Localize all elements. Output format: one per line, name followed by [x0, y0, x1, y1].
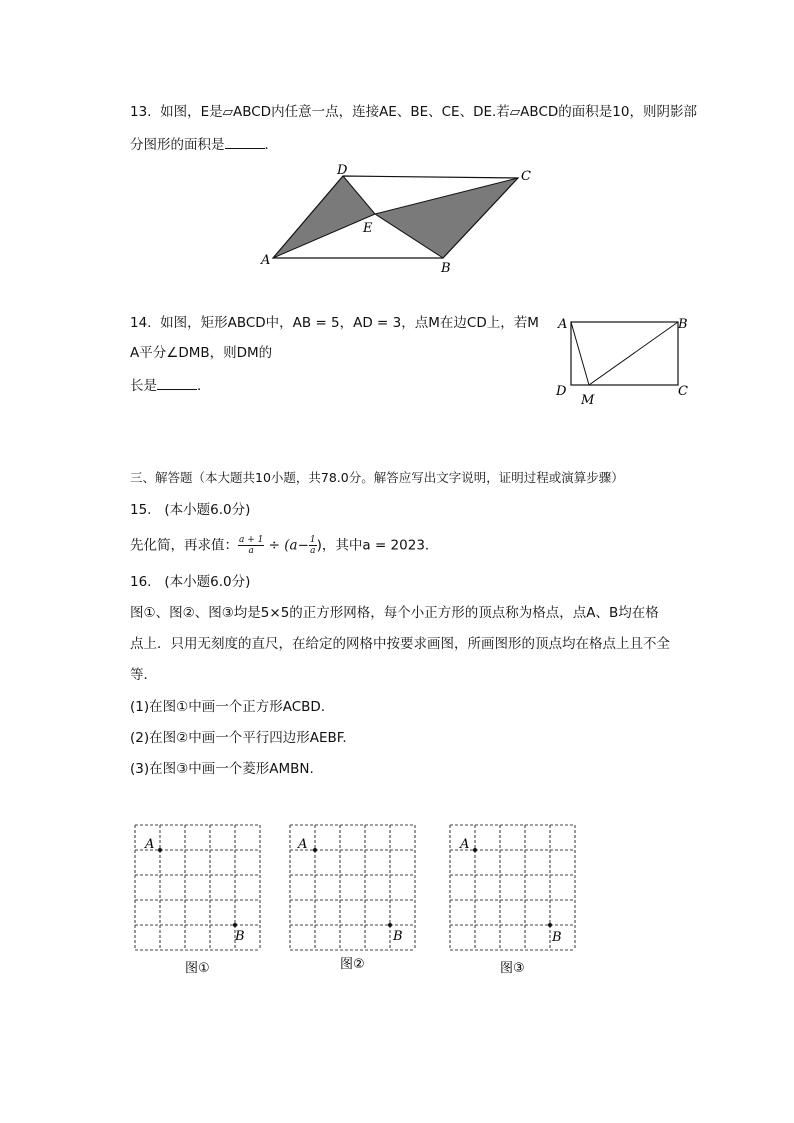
q16-text-2: 点上．只用无刻度的直尺，在给定的网格中按要求画图，所画图形的顶点均在格点上且不全	[130, 636, 670, 652]
q14-text-2: A平分∠DMB，则DM的	[130, 345, 273, 361]
section-3-heading: 三、解答题（本大题共10小题，共78.0分。解答应写出文字说明，证明过程或演算步骤）	[130, 470, 624, 485]
label-d: D	[556, 384, 567, 399]
segment-bm	[589, 322, 678, 385]
label-b: B	[441, 261, 451, 276]
point-b	[548, 923, 552, 927]
label-b: B	[552, 930, 562, 945]
label-b: B	[235, 929, 245, 944]
label-b: B	[393, 929, 403, 944]
point-b	[388, 923, 392, 927]
label-c: C	[678, 384, 688, 399]
caption-fig-2: 图②	[340, 957, 365, 972]
q14-rectangle-figure	[552, 312, 702, 407]
q14-line3: 长是 ．	[130, 375, 211, 396]
q15-expression-line	[130, 535, 429, 556]
q13-text-2: 分图形的面积是	[130, 137, 225, 153]
q15-condition: )，其中a = 2023.	[316, 537, 430, 554]
label-a: A	[558, 317, 568, 332]
q13-text-1: 如图，E是▱ABCD内任意一点，连接AE、BE、CE、DE.若▱ABCD的面积是10，则阴影部	[160, 104, 697, 120]
q14-line2	[130, 343, 272, 363]
label-b: B	[678, 317, 688, 332]
q16-text-1: 图①、图②、图③均是5×5的正方形网格，每个小正方形的顶点称为格点，点A、B均在格	[130, 605, 659, 621]
q15-header	[130, 500, 250, 520]
label-m: M	[581, 393, 595, 407]
q16-task-2: (2)在图②中画一个平行四边形AEBF.	[130, 730, 347, 746]
grid-figure-1	[125, 820, 275, 980]
answer-blank-13[interactable]	[225, 134, 265, 149]
point-a	[313, 848, 317, 852]
q15-points: (本小题6.0分)	[164, 502, 251, 518]
q16-number: 16.	[130, 574, 152, 590]
segment-am	[571, 322, 589, 385]
label-a: A	[145, 837, 155, 852]
fraction-a-plus-1-over-a: $\frac{a + 1}{a}$	[239, 535, 264, 556]
q16-points: (本小题6.0分)	[164, 574, 251, 590]
q13-line2: 分图形的面积是 ．	[130, 134, 278, 155]
point-b	[233, 923, 237, 927]
q14-number: 14.	[130, 315, 152, 331]
answer-blank-14[interactable]	[157, 375, 197, 390]
label-a: A	[261, 253, 271, 268]
shaded-triangle-bce	[375, 178, 518, 258]
q16-task-3: (3)在图③中画一个菱形AMBN.	[130, 761, 314, 777]
q16-text-3: 等．	[130, 667, 157, 683]
q14-text-1: 如图，矩形ABCD中，AB = 5，AD = 3，点M在边CD上，若M	[160, 315, 539, 331]
q15-number: 15.	[130, 502, 152, 518]
fraction-1-over-a: $\frac{1}{a}$	[309, 535, 316, 556]
q16-header	[130, 572, 250, 592]
label-a: A	[460, 837, 470, 852]
caption-fig-1: 图①	[185, 961, 210, 976]
q13-parallelogram-figure	[255, 158, 545, 278]
point-a	[473, 848, 477, 852]
caption-fig-3: 图③	[500, 961, 525, 976]
grid-figure-2	[280, 820, 430, 980]
rectangle-abcd	[571, 322, 678, 385]
shaded-triangle-ade	[273, 176, 375, 258]
q16-task-1: (1)在图①中画一个正方形ACBD.	[130, 699, 326, 715]
q14-text-3: 长是	[130, 378, 157, 394]
point-a	[158, 848, 162, 852]
q13-number: 13.	[130, 104, 152, 120]
label-d: D	[337, 163, 348, 178]
label-c: C	[521, 169, 531, 184]
q13-line1	[130, 102, 697, 122]
q15-prompt: 先化简，再求值：	[130, 537, 238, 554]
label-a: A	[298, 837, 308, 852]
q14-line1	[130, 313, 539, 333]
q15-operator: ÷ (a−	[268, 537, 309, 554]
label-e: E	[363, 221, 373, 236]
grid-figure-3	[440, 820, 590, 980]
